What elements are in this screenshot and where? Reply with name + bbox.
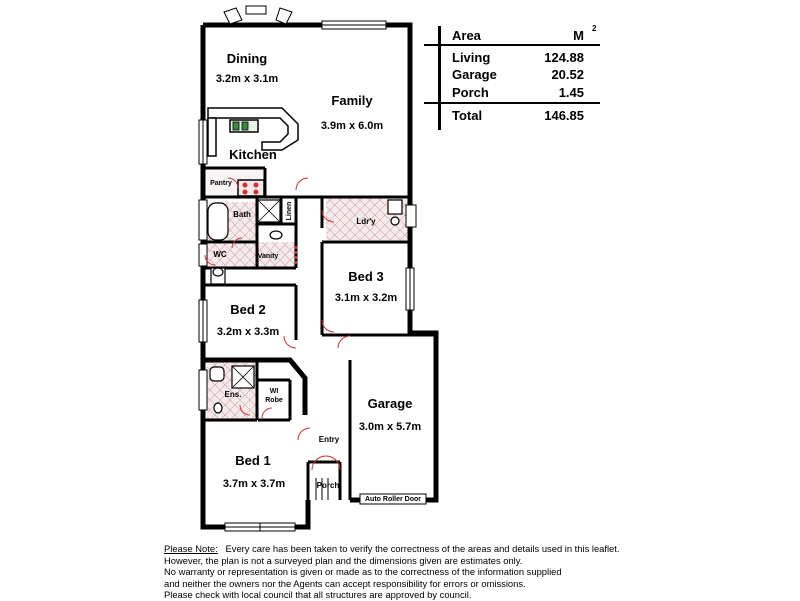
area-row-total <box>452 108 584 124</box>
area-row-label: Porch <box>452 85 489 100</box>
linen-label: Linen <box>286 201 293 221</box>
outer-walls <box>203 25 436 527</box>
garage-label: Garage <box>367 396 413 411</box>
vanity-label: Vanity <box>257 253 279 260</box>
wc-label: WC <box>213 250 227 259</box>
area-table <box>424 24 600 128</box>
disclaimer <box>164 543 724 601</box>
disclaimer-line-3: No warranty or representation is given or made as to the correctness of the information supplied <box>164 566 562 578</box>
bed2-size: 3.2m x 3.3m <box>216 326 280 338</box>
area-row-porch <box>452 85 584 101</box>
garage-size: 3.0m x 5.7m <box>358 421 422 433</box>
area-total-label: Total <box>452 108 483 123</box>
laundry-label: Ldr'y <box>356 217 376 226</box>
area-row-label: Garage <box>452 67 497 82</box>
bath-label: Bath <box>233 210 251 219</box>
area-table-total-rule <box>424 102 600 104</box>
area-row-garage <box>452 67 584 83</box>
area-table-header-rule <box>424 44 600 46</box>
bed3-label: Bed 3 <box>348 269 384 284</box>
wi-robe-label-line1: WI <box>269 388 279 395</box>
area-table-vertical-rule <box>438 26 441 130</box>
pantry-label: Pantry <box>210 180 232 187</box>
area-row-living <box>452 50 584 66</box>
disclaimer-line-1 <box>164 543 724 555</box>
bed3-size: 3.1m x 3.2m <box>334 292 398 304</box>
area-header-unit: M <box>573 28 584 43</box>
area-header-unit-superscript: 2 <box>592 24 597 33</box>
garage-door-label: Auto Roller Door <box>365 496 421 503</box>
bed1-size: 3.7m x 3.7m <box>222 478 286 490</box>
family-size: 3.9m x 6.0m <box>320 120 384 132</box>
wi-robe-label-line2: Robe <box>265 397 283 404</box>
area-row-label: Living <box>452 50 491 65</box>
bed2-label: Bed 2 <box>230 302 266 317</box>
disclaimer-line-5: Please check with local council that all structures are approved by council. <box>164 589 472 601</box>
entry-label: Entry <box>318 435 340 444</box>
area-row-value: 124.88 <box>544 50 584 65</box>
dining-size: 3.2m x 3.1m <box>215 73 279 85</box>
disclaimer-line-2: However, the plan is not a surveyed plan and the dimensions given are estimates only. <box>164 554 523 566</box>
disclaimer-text: Every care has been taken to verify the correctness of the areas and details used in this leaflet. <box>225 543 620 554</box>
family-label: Family <box>331 93 373 108</box>
area-total-value: 146.85 <box>544 108 584 123</box>
bed1-label: Bed 1 <box>235 453 271 468</box>
area-row-value: 20.52 <box>551 67 584 82</box>
ensuite-label: Ens. <box>224 390 242 399</box>
area-table-header <box>452 28 584 44</box>
kitchen-label: Kitchen <box>229 147 277 162</box>
porch-label: Porch <box>316 481 340 490</box>
dining-label: Dining <box>226 51 268 66</box>
area-header-label: Area <box>452 28 481 43</box>
disclaimer-line-4: and neither the owners nor the Agents can accept responsibility for errors or omissions. <box>164 577 526 589</box>
disclaimer-heading: Please Note: <box>164 543 218 554</box>
area-row-value: 1.45 <box>558 85 584 100</box>
